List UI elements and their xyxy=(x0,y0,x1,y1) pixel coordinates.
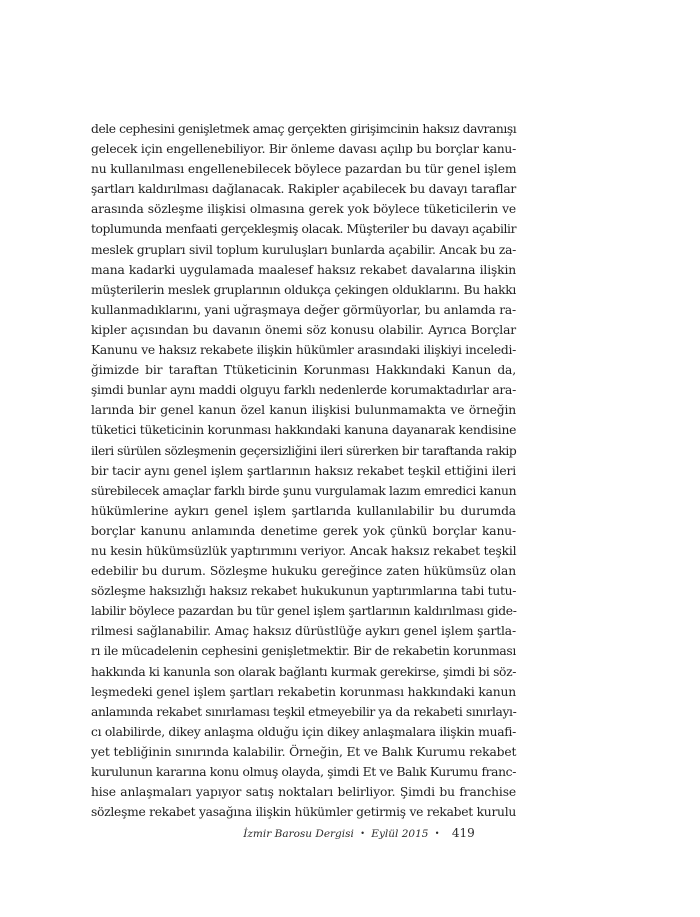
text-line: anlamında rekabet sınırlaması teşkil etmeyebilir ya da rekabeti sınırlayı- xyxy=(91,704,517,719)
text-line: arasında sözleşme ilişkisi olmasına gerek yok böylece tüketicilerin ve xyxy=(91,202,516,217)
issue-date: Eylül 2015 xyxy=(371,828,429,840)
text-line: hakkında ki kanunla son olarak bağlantı kurmak gerekirse, şimdi bi söz- xyxy=(91,664,516,679)
text-line: rilmesi sağlanabilir. Amaç haksız dürüstlüğe aykırı genel işlem şartla- xyxy=(91,624,516,639)
text-line: borçlar kanunu anlamında denetime gerek yok çünkü borçlar kanu- xyxy=(91,523,516,538)
text-line: edebilir bu durum. Sözleşme hukuku gereğince zaten hükümsüz olan xyxy=(91,564,516,579)
text-line: kipler açısından bu davanın önemi söz konusu olabilir. Ayrıca Borçlar xyxy=(91,322,516,337)
text-line: nu kullanılması engellenebilecek böylece pazardan bu tür genel işlem xyxy=(91,162,517,177)
page-number: 419 xyxy=(451,826,475,840)
text-line: sözleşme rekabet yasağına ilişkin hükümler getirmiş ve rekabet kurulu xyxy=(91,805,517,820)
text-line: kurulunun kararına konu olmuş olayda, şimdi Et ve Balık Kurumu franc- xyxy=(91,765,516,779)
text-line: gelecek için engellenebiliyor. Bir önleme davası açılıp bu borçlar kanu- xyxy=(91,142,516,157)
text-line: labilir böylece pazardan bu tür genel işlem şartlarının kaldırılması gide- xyxy=(91,604,517,619)
text-line: müşterilerin meslek gruplarının oldukça çekingen olduklarını. Bu hakkı xyxy=(91,282,516,297)
journal-name: İzmir Barosu Dergisi xyxy=(243,828,354,840)
footer-separator-1: • xyxy=(360,829,365,838)
body-text xyxy=(91,119,516,822)
text-line: sürebilecek amaçlar farklı birde şunu vurgulamak lazım emredici kanun xyxy=(91,483,517,498)
text-line: ileri sürülen sözleşmenin geçersizliğini ileri sürerken bir taraftanda rakip xyxy=(91,443,517,458)
text-line: ğimizde bir taraftan Ttüketicinin Korunması Hakkındaki Kanun da, xyxy=(91,363,516,378)
text-line: dele cephesini genişletmek amaç gerçekten girişimcinin haksız davranışı xyxy=(91,122,517,136)
text-line: leşmedeki genel işlem şartları rekabetin korunması hakkındaki kanun xyxy=(91,684,517,699)
text-line: meslek grupları sivil toplum kuruluşları bunlarda açabilir. Ancak bu za- xyxy=(91,242,517,257)
text-line: larında bir genel kanun özel kanun ilişkisi bulunmamakta ve örneğin xyxy=(91,403,516,418)
text-line: şimdi bunlar aynı maddi olguyu farklı nedenlerde korumaktadırlar ara- xyxy=(91,383,516,398)
text-line: hükümlerine aykırı genel işlem şartlarıda kullanılabilir bu durumda xyxy=(91,503,516,518)
text-line: sözleşme haksızlığı haksız rekabet hukukunun yaptırımlarına tabi tutu- xyxy=(91,584,517,599)
text-line: Kanunu ve haksız rekabete ilişkin hükümler arasındaki ilişkiyi inceledi- xyxy=(91,343,516,358)
text-line: nu kesin hükümsüzlük yaptırımını veriyor. Ancak haksız rekabet teşkil xyxy=(91,543,517,558)
page-footer xyxy=(0,826,700,840)
text-line: şartları kaldırılması dağlanacak. Rakipler açabilecek bu davayı taraflar xyxy=(91,182,516,197)
text-line: kullanmadıklarını, yani uğraşmaya değer görmüyorlar, bu anlamda ra- xyxy=(91,302,516,317)
text-line: tüketici tüketicinin korunması hakkındaki kanuna dayanarak kendisine xyxy=(91,423,517,438)
text-line: mana kadarki uygulamada maalesef haksız rekabet davalarına ilişkin xyxy=(91,262,516,277)
text-line: toplumunda menfaati gerçekleşmiş olacak. Müşteriler bu davayı açabilir xyxy=(91,222,517,237)
text-line: yet tebliğinin sınırında kalabilir. Örneğin, Et ve Balık Kurumu rekabet xyxy=(91,744,517,759)
footer-separator-2: • xyxy=(434,829,440,838)
text-line: bir tacir aynı genel işlem şartlarının haksız rekabet teşkil ettiğini ileri xyxy=(91,463,516,478)
text-line: hise anlaşmaları yapıyor satış noktaları belirliyor. Şimdi bu franchise xyxy=(91,785,516,800)
text-line: cı olabilirde, dikey anlaşma olduğu için dikey anlaşmalara ilişkin muafi- xyxy=(91,724,516,739)
text-line: rı ile mücadelenin cephesini genişletmektir. Bir de rekabetin korunması xyxy=(91,644,516,659)
